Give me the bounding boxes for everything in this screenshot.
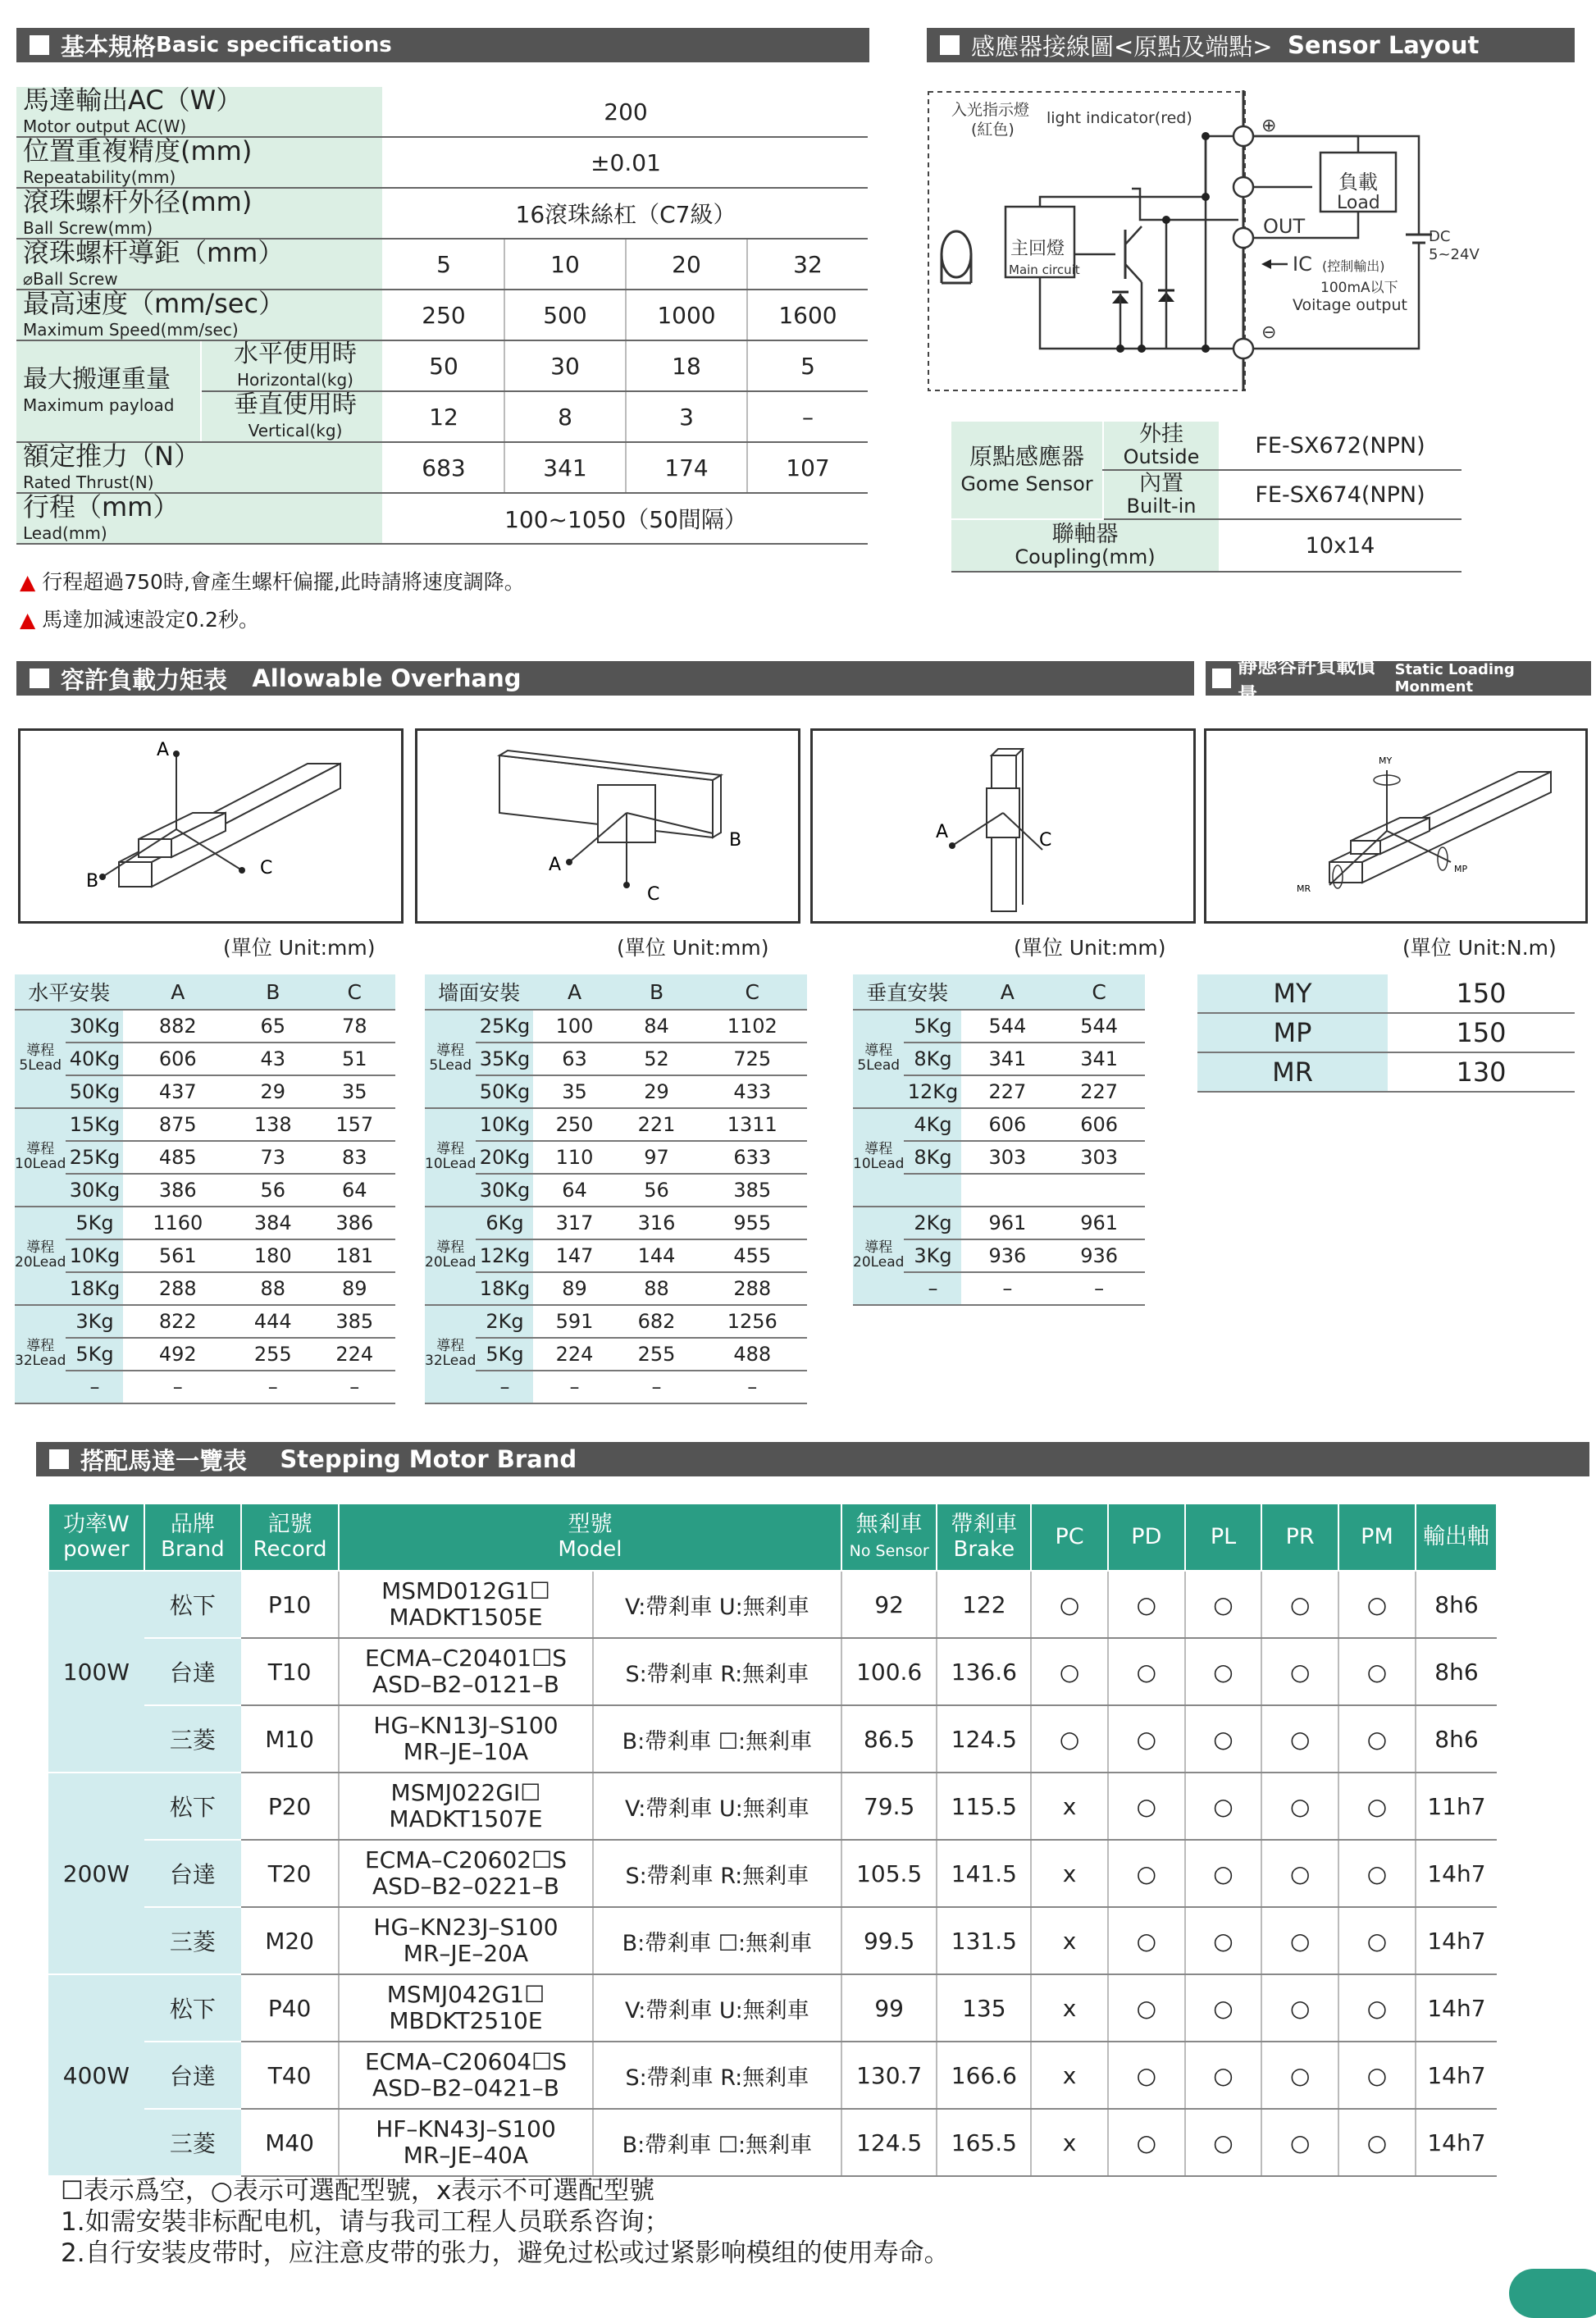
table-row: 台達 T10 ECMA–C20401☐S ASD–B2–0121–B S:帶剎車 R:無剎車 100.6 136.6 ○ ○ ○ ○ ○ 8h6 bbox=[48, 1638, 1497, 1705]
table-row: 台達 T40 ECMA–C20604☐S ASD–B2–0421–B S:帶剎車 R:無剎車 130.7 166.6 x ○ ○ ○ ○ 14h7 bbox=[48, 2042, 1497, 2109]
svg-text:IC: IC bbox=[1293, 253, 1312, 276]
square-icon bbox=[49, 1449, 69, 1469]
spec-row: 位置重複精度(mm) Repeatability(mm) ±0.01 bbox=[16, 137, 868, 188]
table-row: 三菱 M10 HG–KN13J–S100 MR–JE–10A B:帶剎車 ☐:無剎車 86.5 124.5 ○ ○ ○ ○ ○ 8h6 bbox=[48, 1705, 1497, 1773]
svg-text:B: B bbox=[86, 871, 99, 892]
table-row: 25Kg 485 73 83 bbox=[15, 1141, 395, 1174]
svg-text:負載: 負載 bbox=[1338, 171, 1378, 194]
motor-footnotes: ☐表示爲空，○表示可選配型號，x表示不可選配型號 1.如需安裝非标配电机，请与我司工程人员联系咨询； 2.自行安装皮带时，应注意皮带的张力，避免过松或过紧影响模组的使用寿命。 bbox=[61, 2176, 950, 2268]
svg-text:C: C bbox=[260, 858, 273, 878]
table-row: 20Kg 110 97 633 bbox=[425, 1141, 807, 1174]
table-row: 導程5Lead 30Kg 882 65 78 bbox=[15, 1010, 395, 1043]
svg-text:C: C bbox=[647, 884, 660, 905]
table-row: 3Kg 936 936 bbox=[853, 1239, 1145, 1272]
table-row: 400W 松下 P40 MSMJ042G1☐ MBDKT2510E V:帶剎車 U:無剎車 99 135 x ○ ○ ○ ○ 14h7 bbox=[48, 1974, 1497, 2042]
svg-text:A: A bbox=[549, 855, 562, 875]
table-row: 50Kg 35 29 433 bbox=[425, 1075, 807, 1108]
unit-label-1: (單位 Unit:mm) bbox=[223, 936, 376, 960]
fig-wall-mount bbox=[415, 728, 800, 924]
unit-label-4: (單位 Unit:N.m) bbox=[1402, 936, 1557, 960]
table-row: 導程32Lead 2Kg 591 682 1256 bbox=[425, 1305, 807, 1338]
table-row: 12Kg 147 144 455 bbox=[425, 1239, 807, 1272]
sensor-table: 原點感應器 Gome Sensor 外挂 Outside FE-SX672(NPN) 內置 Built-in FE-SX674(NPN) 聯軸器 Coupling(mm) 10x14 bbox=[951, 422, 1461, 573]
table-row: 導程20Lead 2Kg 961 961 bbox=[853, 1207, 1145, 1239]
fig-horizontal-mount bbox=[18, 728, 404, 924]
svg-text:⊕: ⊕ bbox=[1261, 116, 1277, 136]
col-header: 功率W power bbox=[48, 1504, 144, 1571]
overhang-horizontal-table: 水平安裝 A B C 導程5Lead 30Kg 882 65 78 40Kg 606 43 51 50Kg 437 29 35 導程10Lead 15Kg 875 138 157 25Kg 485 73 83 30Kg 386 56 64 導程20Lead 5Kg 1160 384 386 10Kg 561 180 181 18Kg 288 88 89 導程32Lead 3Kg 822 444 385 5Kg 492 255 224 – – – – bbox=[15, 974, 395, 1404]
table-row: 導程10Lead 4Kg 606 606 bbox=[853, 1108, 1145, 1141]
col-header: 輸出軸 bbox=[1416, 1504, 1497, 1571]
oh-title: 水平安裝 bbox=[15, 974, 123, 1010]
fig-static-loading bbox=[1204, 728, 1588, 924]
static-loading-table: MY 150 MP 150 MR 130 bbox=[1197, 974, 1575, 1093]
table-row: 35Kg 63 52 725 bbox=[425, 1043, 807, 1075]
svg-text:(紅色): (紅色) bbox=[971, 121, 1015, 139]
svg-text:Main circuit: Main circuit bbox=[1009, 262, 1080, 277]
table-row: 5Kg 224 255 488 bbox=[425, 1338, 807, 1371]
svg-text:5~24V: 5~24V bbox=[1429, 246, 1480, 263]
svg-text:入光指示燈: 入光指示燈 bbox=[951, 101, 1030, 119]
spec-row: 滾珠螺杆導鉅（mm） ⌀Ball Screw 5 10 20 32 bbox=[16, 239, 868, 290]
table-row: 30Kg 386 56 64 bbox=[15, 1174, 395, 1207]
square-icon bbox=[30, 35, 49, 55]
overhang-header: 容許負載力矩表 Allowable Overhang bbox=[16, 661, 1194, 696]
col-header: 帶剎車 Brake bbox=[937, 1504, 1031, 1571]
unit-label-2: (單位 Unit:mm) bbox=[617, 936, 769, 960]
table-row: 40Kg 606 43 51 bbox=[15, 1043, 395, 1075]
svg-text:A: A bbox=[936, 822, 949, 842]
table-row: 導程32Lead 3Kg 822 444 385 bbox=[15, 1305, 395, 1338]
table-row: 導程20Lead 6Kg 317 316 955 bbox=[425, 1207, 807, 1239]
basic-specs-header: 基本規格 Basic specifications bbox=[16, 28, 869, 62]
coupling-value: 10x14 bbox=[1219, 519, 1461, 572]
svg-text:DC: DC bbox=[1429, 228, 1451, 245]
table-row: 18Kg 89 88 288 bbox=[425, 1272, 807, 1305]
svg-text:light indicator(red): light indicator(red) bbox=[1047, 109, 1192, 127]
spec-note-1: ▲ 行程超過750時,會產生螺杆偏擺,此時請將速度調降。 bbox=[20, 570, 525, 594]
table-row: 8Kg 341 341 bbox=[853, 1043, 1145, 1075]
svg-text:Voitage output: Voitage output bbox=[1293, 296, 1407, 314]
table-row: 導程20Lead 5Kg 1160 384 386 bbox=[15, 1207, 395, 1239]
col-header: 品牌 Brand bbox=[144, 1504, 241, 1571]
fig-vertical-mount bbox=[810, 728, 1196, 924]
svg-text:B: B bbox=[729, 830, 742, 851]
overhang-vertical-table: 垂直安裝 A C 導程5Lead 5Kg 544 544 8Kg 341 341 12Kg 227 227 導程10Lead 4Kg 606 606 8Kg 303 303 導程20Lead 2Kg 961 961 3Kg 936 936 – – – bbox=[853, 974, 1145, 1306]
svg-text:A: A bbox=[157, 740, 170, 760]
motor-header: 搭配馬達一覽表 Stepping Motor Brand bbox=[36, 1442, 1589, 1476]
spec-row: 垂直使用時 Vertical(kg) 12 8 3 – bbox=[16, 391, 868, 442]
oh-title: 墻面安裝 bbox=[425, 974, 533, 1010]
table-row: 10Kg 561 180 181 bbox=[15, 1239, 395, 1272]
spec-row: 馬達輸出AC（W） Motor output AC(W) 200 bbox=[16, 87, 868, 137]
motor-table bbox=[48, 1503, 1498, 2177]
spec-row: 額定推力（N） Rated Thrust(N) 683 341 174 107 bbox=[16, 442, 868, 493]
table-row: 100W 松下 P10 MSMD012G1☐ MADKT1505E V:帶剎車 U:無剎車 92 122 ○ ○ ○ ○ ○ 8h6 bbox=[48, 1571, 1497, 1638]
col-header: PM bbox=[1338, 1504, 1416, 1571]
svg-text:MY: MY bbox=[1379, 755, 1393, 766]
corner-tab bbox=[1509, 2269, 1596, 2318]
table-row: 導程5Lead 5Kg 544 544 bbox=[853, 1010, 1145, 1043]
col-header: PC bbox=[1031, 1504, 1108, 1571]
table-row: – – – – bbox=[425, 1371, 807, 1403]
sensor-wiring-diagram bbox=[927, 82, 1575, 402]
overhang-wall-table: 墻面安裝 A B C 導程5Lead 25Kg 100 84 1102 35Kg 63 52 725 50Kg 35 29 433 導程10Lead 10Kg 250 221 1311 20Kg 110 97 633 30Kg 64 56 385 導程20Lead 6Kg 317 316 955 12Kg 147 144 455 18Kg 89 88 288 導程32Lead 2Kg 591 682 1256 5Kg 224 255 488 – – – – bbox=[425, 974, 807, 1404]
table-row: – – – – bbox=[15, 1371, 395, 1403]
svg-text:⊖: ⊖ bbox=[1261, 322, 1277, 343]
unit-label-3: (單位 Unit:mm) bbox=[1014, 936, 1166, 960]
svg-text:(控制輸出): (控制輸出) bbox=[1322, 258, 1385, 274]
table-row: 導程10Lead 10Kg 250 221 1311 bbox=[425, 1108, 807, 1141]
spec-row: 滾珠螺杆外径(mm) Ball Screw(mm) 16滾珠絲杠（C7級） bbox=[16, 188, 868, 239]
table-row: 導程5Lead 25Kg 100 84 1102 bbox=[425, 1010, 807, 1043]
col-header: PL bbox=[1185, 1504, 1262, 1571]
table-row: 200W 松下 P20 MSMJ022GI☐ MADKT1507E V:帶剎車 U:無剎車 79.5 115.5 x ○ ○ ○ ○ 11h7 bbox=[48, 1773, 1497, 1840]
square-icon bbox=[940, 35, 960, 55]
sensor-layout-header: 感應器接線圖<原點及端點> Sensor Layout bbox=[927, 28, 1575, 62]
svg-text:MP: MP bbox=[1454, 864, 1468, 874]
col-header: 無剎車 No Sensor bbox=[841, 1504, 937, 1571]
spec-row: 最高速度（mm/sec） Maximum Speed(mm/sec) 250 500 1000 1600 bbox=[16, 290, 868, 340]
spec-note-2: ▲ 馬達加減速設定0.2秒。 bbox=[20, 608, 259, 632]
table-row: 三菱 M20 HG–KN23J–S100 MR–JE–20A B:帶剎車 ☐:無剎車 99.5 131.5 x ○ ○ ○ ○ 14h7 bbox=[48, 1907, 1497, 1974]
svg-text:100mA以下: 100mA以下 bbox=[1320, 280, 1398, 296]
col-header: PD bbox=[1108, 1504, 1185, 1571]
table-row: – – – bbox=[853, 1272, 1145, 1305]
col-header: 型號 Model bbox=[339, 1504, 841, 1571]
table-row: 18Kg 288 88 89 bbox=[15, 1272, 395, 1305]
table-row: 台達 T20 ECMA–C20602☐S ASD–B2–0221–B S:帶剎車 R:無剎車 105.5 141.5 x ○ ○ ○ ○ 14h7 bbox=[48, 1840, 1497, 1907]
spec-row: 最大搬運重量 Maximum payload 水平使用時 Horizontal(kg) 50 30 18 5 bbox=[16, 340, 868, 391]
spec-table bbox=[16, 84, 868, 545]
svg-text:Load: Load bbox=[1337, 193, 1380, 213]
col-header: PR bbox=[1261, 1504, 1338, 1571]
spec-row: 行程（mm） Lead(mm) 100~1050（50間隔） bbox=[16, 493, 868, 544]
table-row: 30Kg 64 56 385 bbox=[425, 1174, 807, 1207]
outside-value: FE-SX672(NPN) bbox=[1219, 422, 1461, 470]
square-icon bbox=[30, 668, 49, 688]
square-icon bbox=[1212, 668, 1231, 688]
builtin-value: FE-SX674(NPN) bbox=[1219, 470, 1461, 519]
table-row: 導程10Lead 15Kg 875 138 157 bbox=[15, 1108, 395, 1141]
svg-text:主回燈: 主回燈 bbox=[1010, 239, 1065, 259]
table-row: 12Kg 227 227 bbox=[853, 1075, 1145, 1108]
static-loading-header: 靜態容許負載慣量 Static Loading Monment bbox=[1206, 661, 1591, 696]
oh-title: 垂直安裝 bbox=[853, 974, 961, 1010]
table-row: 8Kg 303 303 bbox=[853, 1141, 1145, 1174]
svg-text:MR: MR bbox=[1297, 883, 1311, 894]
col-header: 記號 Record bbox=[241, 1504, 339, 1571]
table-row: 三菱 M40 HF–KN43J–S100 MR–JE–40A B:帶剎車 ☐:無剎車 124.5 165.5 x ○ ○ ○ ○ 14h7 bbox=[48, 2109, 1497, 2176]
table-row: 5Kg 492 255 224 bbox=[15, 1338, 395, 1371]
table-row: 50Kg 437 29 35 bbox=[15, 1075, 395, 1108]
svg-text:OUT: OUT bbox=[1263, 215, 1306, 238]
svg-text:C: C bbox=[1039, 830, 1052, 851]
